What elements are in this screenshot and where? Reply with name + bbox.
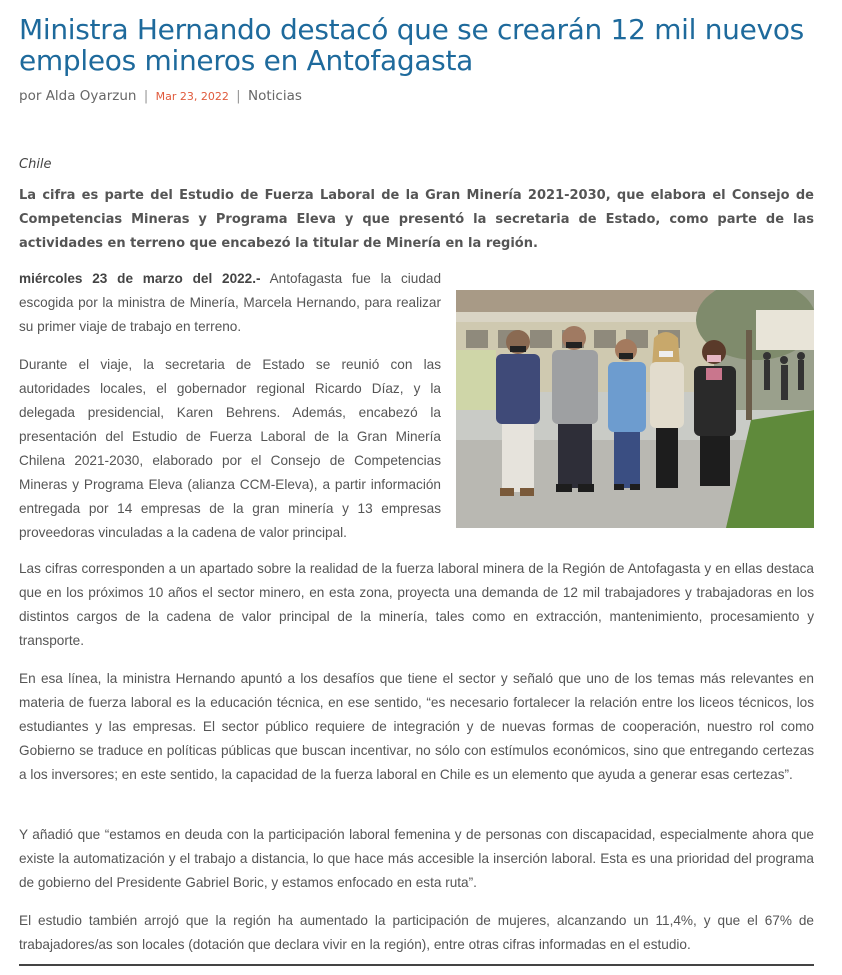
paragraph: [19, 667, 814, 787]
paragraph: [19, 557, 814, 653]
article-meta: [19, 86, 814, 107]
paragraph-text: En esa línea, la ministra Hernando apuntó a los desafíos que tiene el sector y señaló que uno de los temas más relevantes en materia de fuerza laboral es la educación técnica, en ese sentido, “es necesario fortalecer la relación entre los liceos técnicos, los estudiantes y las empresas. El sector público requiere de integración y de nuevas formas de cooperación, nuestro rol como Gobierno se traduce en políticas públicas que buscan incentivar, no sólo con estímulos económicos, sino que entregando certezas a los inversores; en este sentido, la capacidad de la fuerza laboral en Chile es un elemento que ayuda a generar esas certezas”.: [19, 671, 814, 782]
category-link[interactable]: Noticias: [248, 88, 302, 104]
paragraph-text: Antofagasta fue la ciudad escogida por la ministra de Minería, Marcela Hernando, para realizar su primer viaje de trabajo en terreno.: [19, 271, 442, 334]
divider: [19, 964, 814, 966]
dateline: miércoles 23 de marzo del 2022.-: [19, 271, 261, 286]
paragraph: [19, 823, 814, 895]
region-label: Chile: [19, 157, 52, 172]
paragraph-text: Y añadió que “estamos en deuda con la participación laboral femenina y de personas con discapacidad, especialmente ahora que existe la automatización y el trabajo a distancia, lo que hace más accesible la inserción laboral. Esta es una prioridad del programa de gobierno del Presidente Gabriel Boric, y estamos enfocado en esta ruta”.: [19, 827, 814, 890]
article: [19, 0, 814, 952]
article-title: Ministra Hernando destacó que se crearán 12 mil nuevos empleos mineros en Antofagasta: [19, 13, 804, 77]
paragraph: [19, 909, 814, 957]
article-lead: La cifra es parte del Estudio de Fuerza Laboral de la Gran Minería 2021-2030, que elabora el Consejo de Competencias Mineras y Programa Eleva y que presentó la secretaria de Estado, como parte de las actividades en terreno que encabezó la titular de Minería en la región.: [19, 188, 814, 251]
meta-separator: |: [236, 88, 241, 104]
paragraph: [19, 353, 441, 545]
meta-separator: |: [143, 88, 149, 104]
author-prefix: por: [19, 88, 42, 104]
publish-date: Mar 23, 2022: [155, 90, 229, 103]
paragraph-text: El estudio también arrojó que la región ha aumentado la participación de mujeres, alcanzando un 11,4%, y que el 67% de trabajadores/as son locales (dotación que declara vivir en la región), entre otras cifras informadas en el estudio.: [19, 913, 814, 952]
paragraph-text: Las cifras corresponden a un apartado sobre la realidad de la fuerza laboral minera de la Región de Antofagasta y en ellas destaca que en los próximos 10 años el sector minero, en esta zona, proyecta una demanda de 12 mil trabajadores y trabajadoras en los distintos cargos de la cadena de valor principal de la minería, tales como en extracción, mantenimiento, procesamiento y transporte.: [19, 561, 814, 648]
paragraph-text: Durante el viaje, la secretaria de Estado se reunió con las autoridades locales, el gobernador regional Ricardo Díaz, y la delegada presidencial, Karen Behrens. Además, encabezó la presentación del Estudio de Fuerza Laboral de la Gran Minería Chilena 2021-2030, elaborado por el Consejo de Competencias Mineras y Programa Eleva (alianza CCM-Eleva), a partir información entregada por 14 empresas de la gran minería y 13 empresas proveedoras vinculadas a la cadena de valor principal.: [19, 357, 441, 540]
author-link[interactable]: Alda Oyarzun: [45, 88, 137, 104]
article-photo: [456, 290, 814, 528]
paragraph: [19, 267, 441, 339]
